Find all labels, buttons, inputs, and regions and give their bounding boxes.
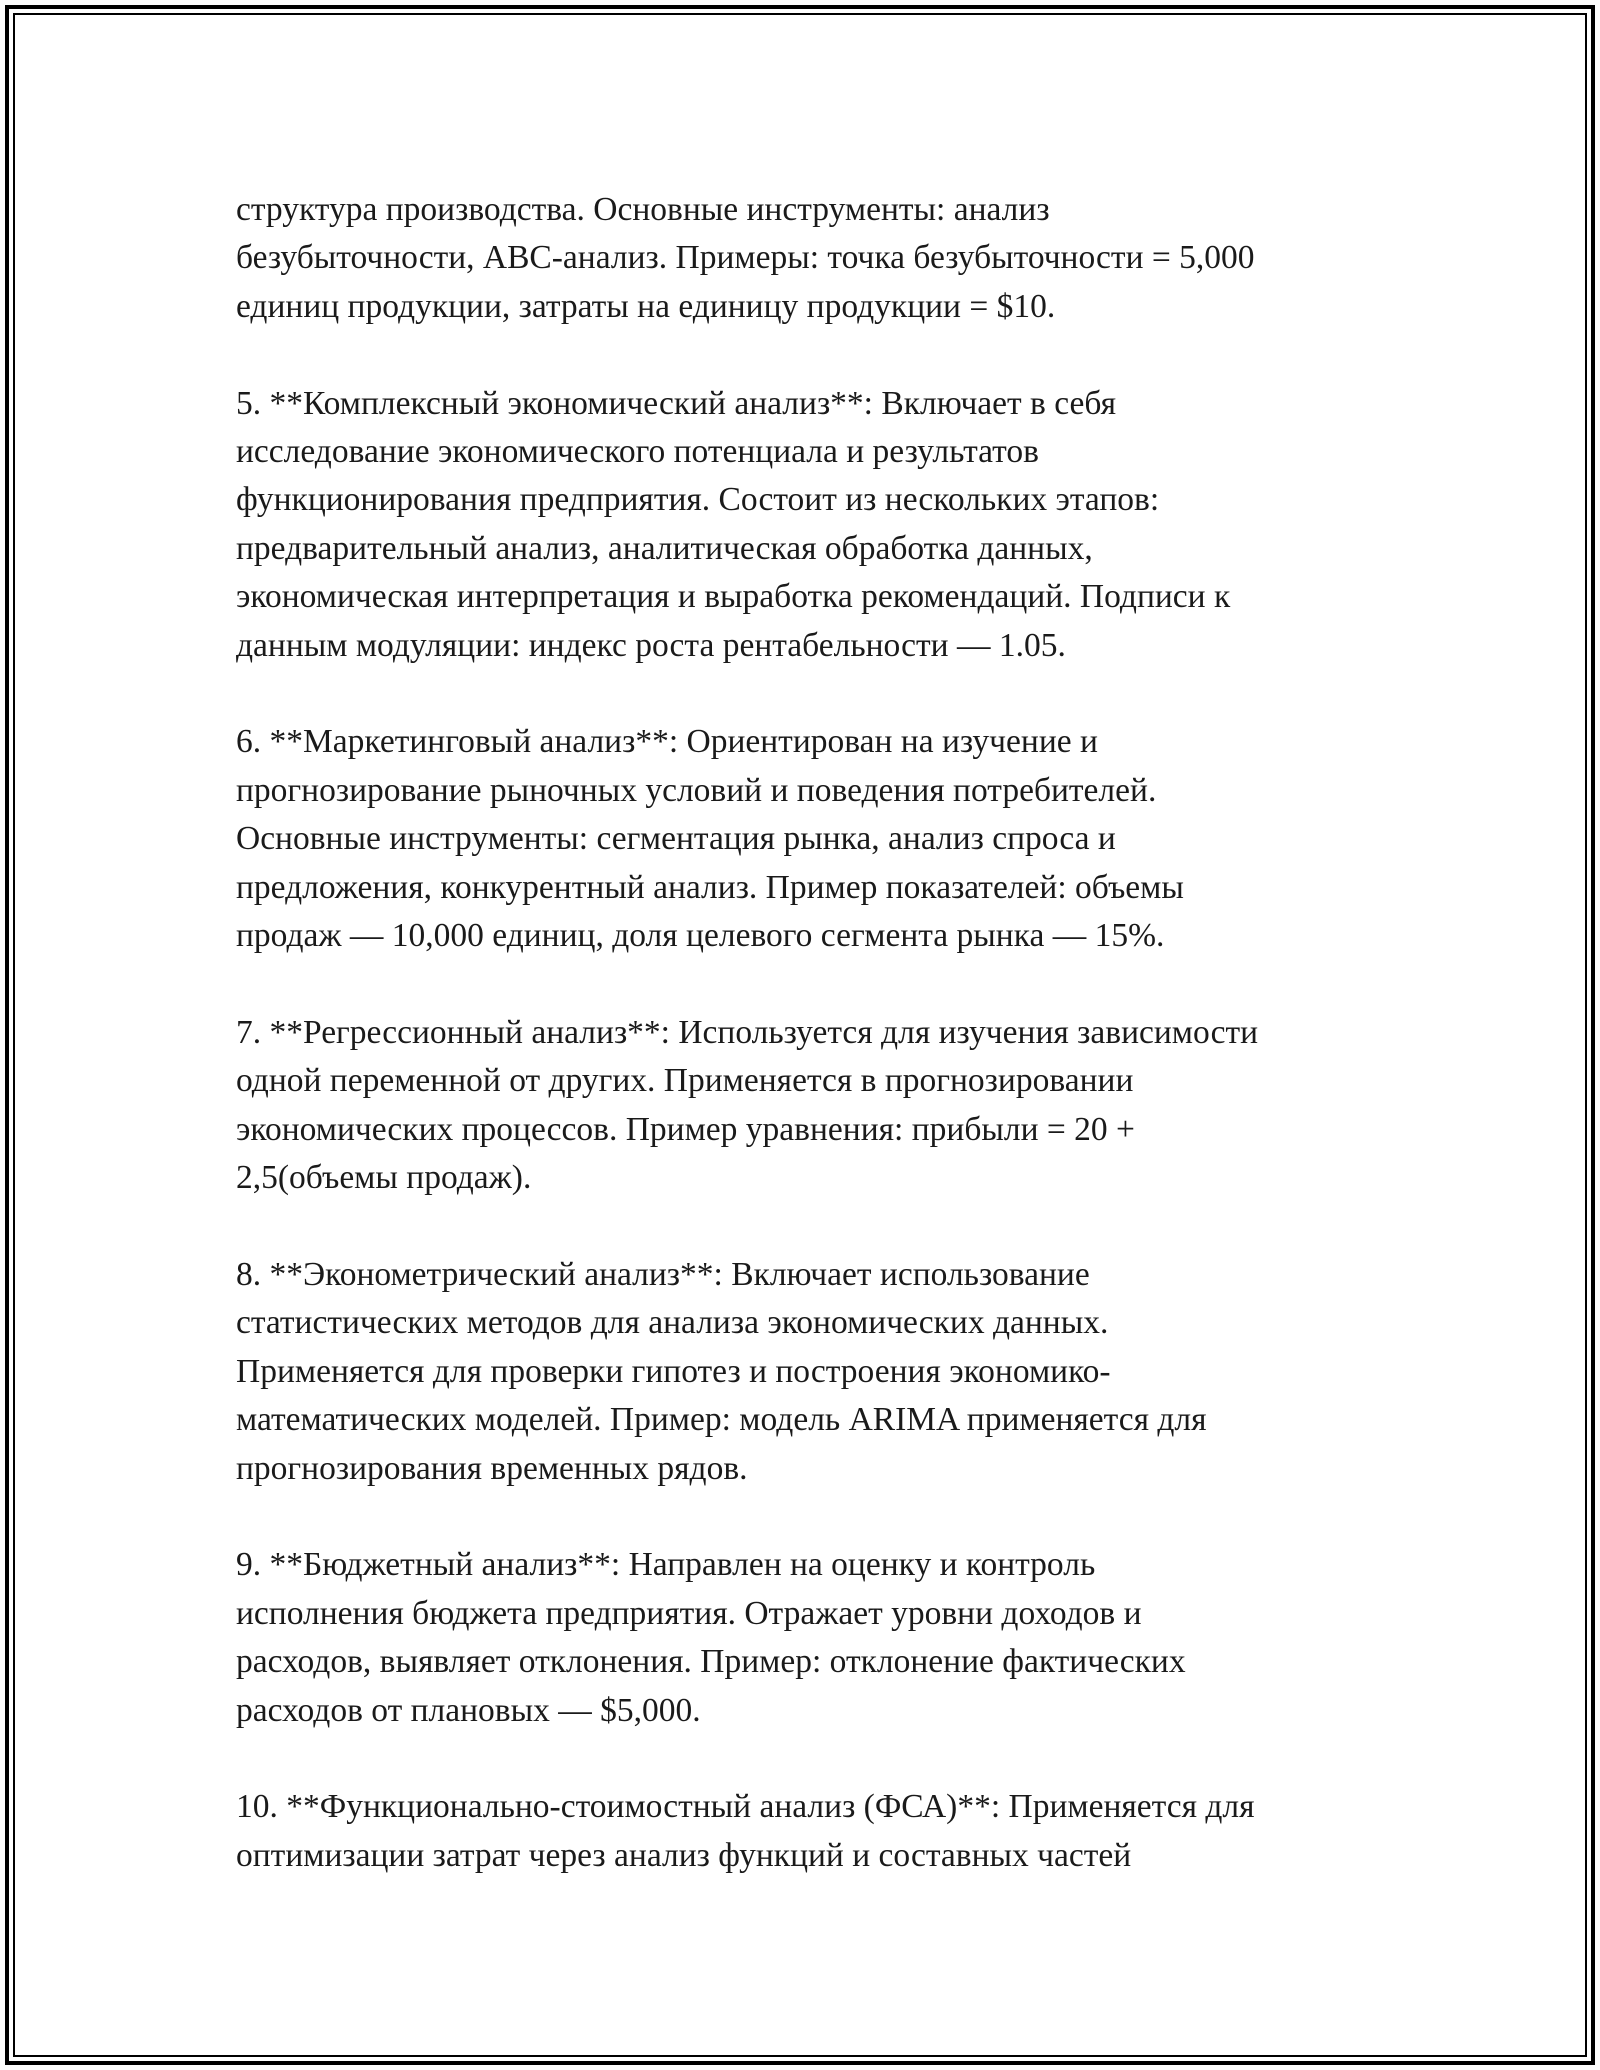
text-line: предложения, конкурентный анализ. Пример показателей: объемы <box>236 868 1184 906</box>
text-line: экономическая интерпретация и выработка рекомендаций. Подписи к <box>236 578 1231 616</box>
text-line: структура производства. Основные инструменты: анализ <box>236 191 1050 228</box>
text-line: 5. **Комплексный экономический анализ**: Включает в себя <box>236 384 1117 422</box>
text-line: исследование экономического потенциала и результатов <box>236 433 1039 471</box>
text-line: Применяется для проверки гипотез и построения экономико- <box>236 1352 1111 1390</box>
paragraph-item-6 <box>236 718 1376 960</box>
text-line: продаж — 10,000 единиц, доля целевого сегмента рынка — 15%. <box>236 917 1165 955</box>
text-line: исполнения бюджета предприятия. Отражает уровни доходов и <box>236 1594 1142 1632</box>
text-line: 9. **Бюджетный анализ**: Направлен на оценку и контроль <box>236 1546 1096 1584</box>
text-line: прогнозирование рыночных условий и поведения потребителей. <box>236 771 1157 809</box>
text-line: прогнозирования временных рядов. <box>236 1449 748 1487</box>
text-line: статистических методов для анализа экономических данных. <box>236 1304 1109 1342</box>
paragraph-item-10 <box>236 1783 1376 1880</box>
paragraph-continuation-item-4 <box>236 186 1376 331</box>
text-line: 7. **Регрессионный анализ**: Используется для изучения зависимости <box>236 1013 1259 1051</box>
text-line: 10. **Функционально-стоимостный анализ (ФСА)**: Применяется для <box>236 1788 1255 1826</box>
text-line: расходов от плановых — $5,000. <box>236 1691 701 1729</box>
text-line: 2,5(объемы продаж). <box>236 1159 532 1197</box>
text-line: 8. **Эконометрический анализ**: Включает использование <box>236 1255 1090 1293</box>
paragraph-item-7 <box>236 1009 1376 1203</box>
text-line: безубыточности, ABC-анализ. Примеры: точка безубыточности = 5,000 <box>236 239 1255 277</box>
text-line: данным модуляции: индекс роста рентабельности — 1.05. <box>236 626 1066 664</box>
paragraph-item-5 <box>236 380 1376 670</box>
text-line: одной переменной от других. Применяется в прогнозировании <box>236 1062 1134 1100</box>
text-line: оптимизации затрат через анализ функций и составных частей <box>236 1836 1132 1874</box>
text-line: экономических процессов. Пример уравнения: прибыли = 20 + <box>236 1110 1135 1148</box>
document-body <box>236 186 1376 1929</box>
text-line: Основные инструменты: сегментация рынка, анализ спроса и <box>236 820 1116 858</box>
text-line: единиц продукции, затраты на единицу продукции = $10. <box>236 287 1056 325</box>
text-line: функционирования предприятия. Состоит из нескольких этапов: <box>236 481 1160 519</box>
text-line: предварительный анализ, аналитическая обработка данных, <box>236 529 1093 567</box>
paragraph-item-8 <box>236 1251 1376 1493</box>
text-line: расходов, выявляет отклонения. Пример: отклонение фактических <box>236 1643 1186 1681</box>
text-line: 6. **Маркетинговый анализ**: Ориентирован на изучение и <box>236 723 1098 761</box>
text-line: математических моделей. Пример: модель ARIMA применяется для <box>236 1401 1207 1439</box>
paragraph-item-9 <box>236 1541 1376 1735</box>
